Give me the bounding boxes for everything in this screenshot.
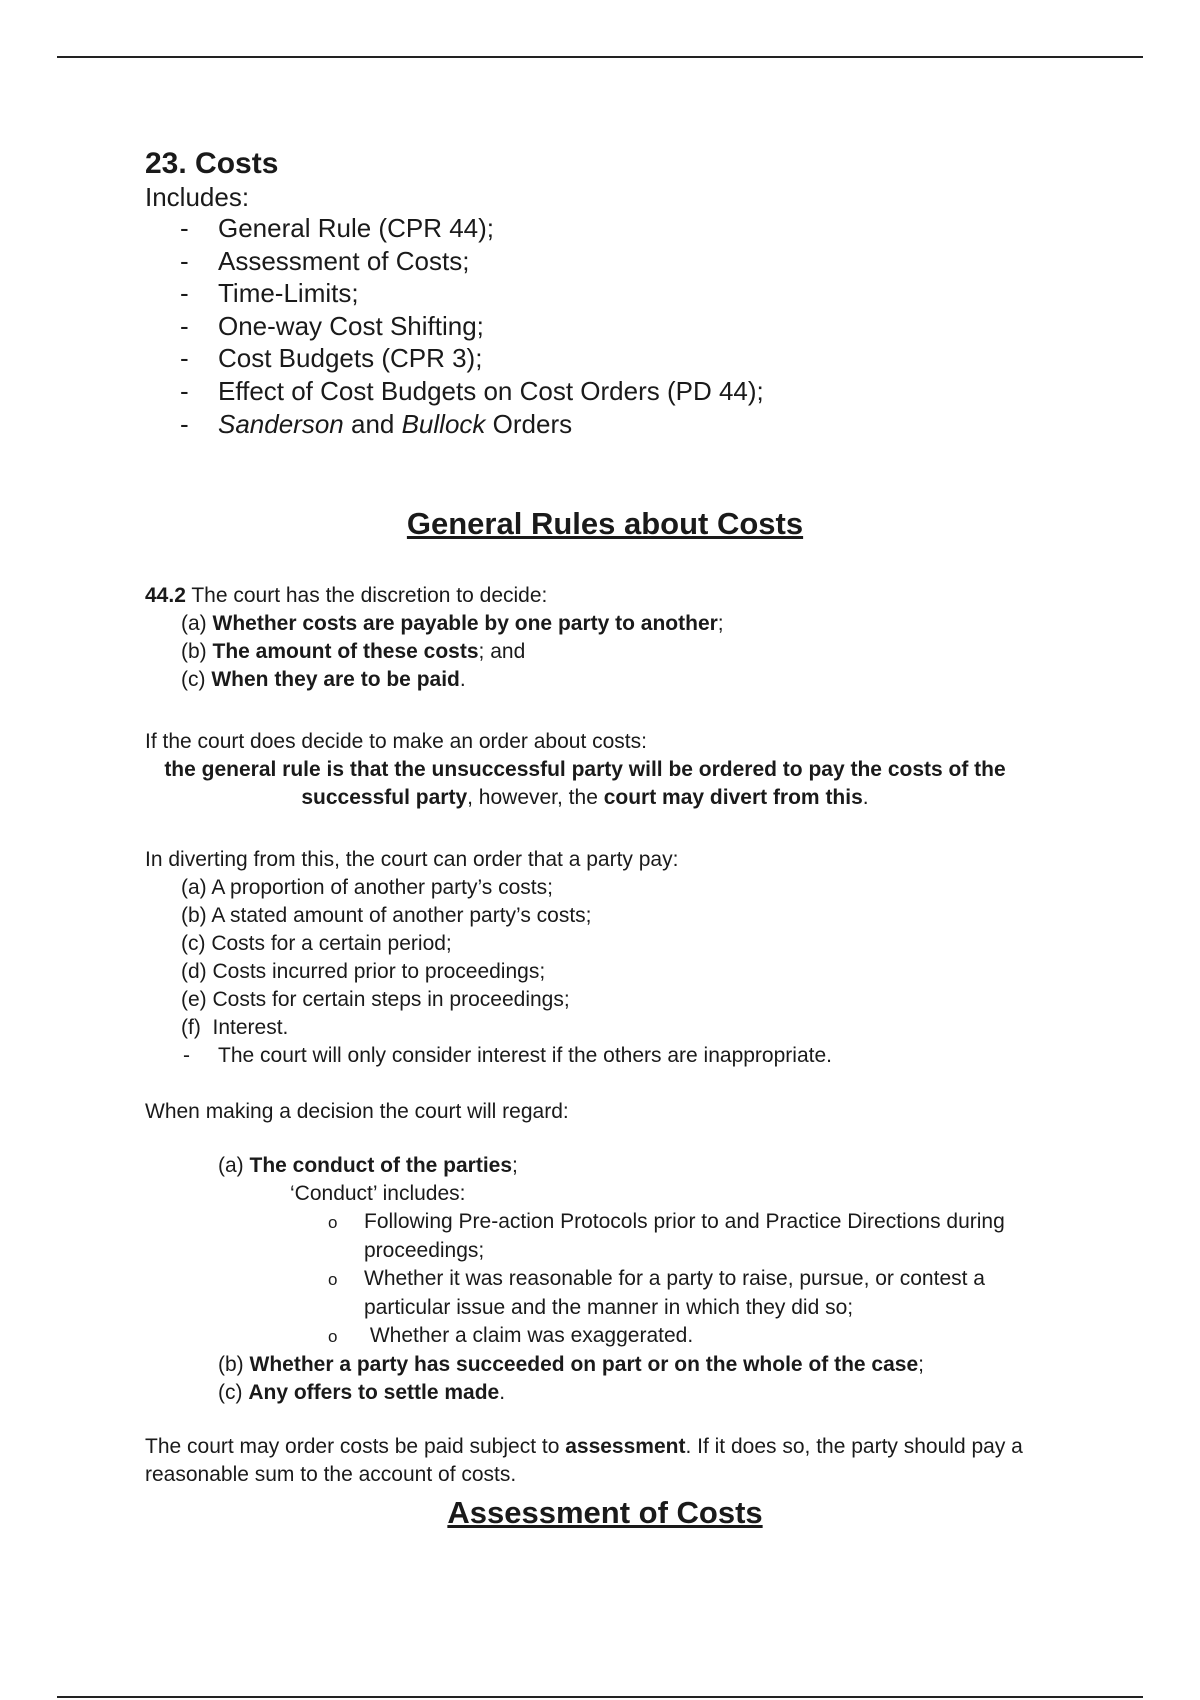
list-item: (c) Any offers to settle made. bbox=[218, 1380, 506, 1404]
list-item: (b) The amount of these costs; and bbox=[181, 640, 526, 664]
order-intro: If the court does decide to make an order about costs: bbox=[145, 730, 647, 754]
document-page bbox=[145, 146, 1065, 1533]
list-item: (c) When they are to be paid. bbox=[181, 668, 466, 692]
regard-list bbox=[145, 1152, 1065, 1180]
rule-number: 44.2 bbox=[145, 584, 186, 608]
list-item: - Effect of Cost Budgets on Cost Orders (PD 44); bbox=[145, 375, 1065, 408]
list-item: (d) Costs incurred prior to proceedings; bbox=[181, 960, 546, 984]
includes-list bbox=[145, 212, 1065, 440]
section-heading-assessment: Assessment of Costs bbox=[447, 1494, 763, 1530]
list-item: (b) Whether a party has succeeded on part or on the whole of the case; bbox=[218, 1352, 924, 1376]
divert-note: - The court will only consider interest if the others are inappropriate. bbox=[145, 1042, 1065, 1070]
list-item: - Assessment of Costs; bbox=[145, 245, 1065, 278]
list-item: o Following Pre-action Protocols prior to and Practice Directions during proceedings; bbox=[145, 1208, 1065, 1265]
assessment-paragraph: The court may order costs be paid subject to assessment. If it does so, the party should pay a reasonable sum to the account of costs. bbox=[145, 1434, 1023, 1486]
rule-44-2-list bbox=[145, 610, 1065, 694]
rule-44-2-intro: 44.2 The court has the discretion to decide: bbox=[145, 584, 548, 608]
list-item: (a) The conduct of the parties; bbox=[218, 1154, 518, 1178]
list-item: - Cost Budgets (CPR 3); bbox=[145, 342, 1065, 375]
top-rule bbox=[57, 56, 1143, 58]
general-rule-statement: the general rule is that the unsuccessful party will be ordered to pay the costs of the successful party, however, the court may divert from this. bbox=[164, 758, 1006, 810]
list-item: (a) Whether costs are payable by one party to another; bbox=[181, 612, 724, 636]
bottom-rule bbox=[57, 1696, 1143, 1698]
page-title: 23. Costs bbox=[145, 147, 279, 180]
list-item: (a) A proportion of another party’s costs; bbox=[181, 876, 553, 900]
section-heading-general-rules: General Rules about Costs bbox=[406, 506, 804, 542]
list-item: - General Rule (CPR 44); bbox=[145, 212, 1065, 245]
regard-list-cont bbox=[145, 1351, 1065, 1407]
list-item: o Whether a claim was exaggerated. bbox=[145, 1322, 1065, 1351]
list-item: (b) A stated amount of another party’s costs; bbox=[181, 904, 592, 928]
case-name-bullock: Bullock bbox=[401, 408, 486, 439]
list-item: o Whether it was reasonable for a party to raise, pursue, or contest a particular issue and the manner in which they did so; bbox=[145, 1265, 1065, 1322]
list-item: - Sanderson and Bullock Orders bbox=[145, 408, 1065, 441]
regard-intro: When making a decision the court will regard: bbox=[145, 1100, 569, 1124]
list-item: (e) Costs for certain steps in proceedings; bbox=[181, 988, 570, 1012]
divert-intro: In diverting from this, the court can order that a party pay: bbox=[145, 848, 679, 872]
list-item: - Time-Limits; bbox=[145, 277, 1065, 310]
divert-list bbox=[145, 874, 1065, 1042]
list-item: (c) Costs for a certain period; bbox=[181, 932, 452, 956]
list-item: - One-way Cost Shifting; bbox=[145, 310, 1065, 343]
case-name-sanderson: Sanderson bbox=[218, 408, 344, 439]
includes-label: Includes: bbox=[145, 182, 250, 212]
conduct-label: ‘Conduct’ includes: bbox=[290, 1182, 466, 1206]
list-item: (f) Interest. bbox=[181, 1016, 289, 1040]
conduct-list bbox=[145, 1208, 1065, 1351]
